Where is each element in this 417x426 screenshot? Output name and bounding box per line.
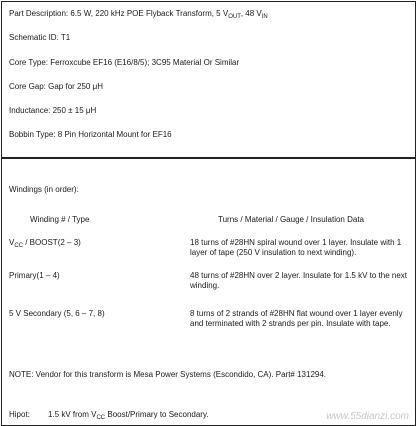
section-divider [2,157,415,159]
winding-name-primary: Primary(1 – 4) [9,271,60,280]
winding-name-5v-secondary: 5 V Secondary (5, 6 – 7, 8) [9,309,105,318]
vendor-note: NOTE: Vendor for this transform is Mesa Power Systems (Escondido, CA). Part# 131294. [9,370,327,379]
part-description: Part Description: 6.5 W, 220 kHz POE Flyback Transform, 5 $V_{OUT}$, 48 $V_{IN}$ [9,9,268,20]
schematic-id: Schematic ID: T1 [9,33,71,42]
inductance: Inductance: 250 ± 15 μH [9,106,97,115]
hipot-value: 1.5 kV from $V_{CC}$ Boost/Primary to Secondary. [48,410,209,421]
winding-detail-vcc-boost: 18 turns of #28HN spiral wound over 1 layer. Insulate with 1 layer of tape (250 V insulation to next winding). [190,238,402,257]
watermark: www.55dianzi.com [326,410,409,422]
winding-detail-primary: 48 turns of #28HN over 2 layer. Insulate for 1.5 kV to the next winding. [190,271,408,290]
windings-heading: Windings (in order): [9,185,79,194]
core-type: Core Type: Ferroxcube EF16 (E16/8/5); 3C95 Material Or Similar [9,58,240,67]
bobbin-type: Bobbin Type: 8 Pin Horizontal Mount for EF16 [9,130,172,139]
hipot-label: Hipot: [9,410,30,419]
column-header-winding: Winding # / Type [30,215,90,224]
transformer-spec-sheet [1,1,416,426]
column-header-turns: Turns / Material / Gauge / Insulation Data [218,215,364,224]
winding-detail-5v-secondary: 8 turns of 2 strands of #28HN flat wound over 1 layer evenly and terminated with 2 strands per pin. Insulate with tape. [190,309,403,328]
core-gap: Core Gap: Gap for 250 μH [9,82,103,91]
winding-name-vcc-boost: $V_{CC}$ / BOOST(2 – 3) [9,238,81,249]
